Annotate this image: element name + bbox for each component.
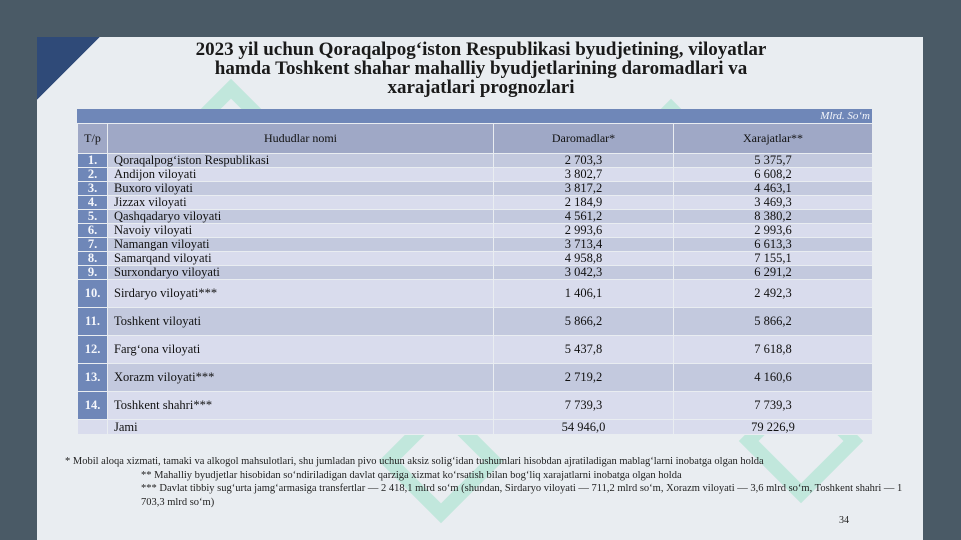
table-row (78, 252, 873, 266)
row-number: 14. (78, 392, 108, 420)
row-number: 2. (78, 168, 108, 182)
row-income: 3 817,2 (494, 182, 674, 196)
footnote-1: * Mobil aloqa xizmati, tamaki va alkogol mahsulotlari, shu jumladan pivo uchun aksiz solig‘idan tushumlari hisobdan ajratiladigan mablag‘larni inobatga olgan holda (65, 456, 764, 467)
row-region-name: Toshkent viloyati (108, 308, 494, 336)
page-title (77, 40, 885, 97)
table-row (78, 364, 873, 392)
row-number: 8. (78, 252, 108, 266)
footnote-2: ** Mahalliy byudjetlar hisobidan so‘ndiriladigan davlat qarziga xizmat ko‘rsatish bilan bog‘liq xarajatlarni inobatga olgan holda (141, 469, 682, 481)
row-income: 1 406,1 (494, 280, 674, 308)
row-income: 4 958,8 (494, 252, 674, 266)
row-region-name: Qoraqalpog‘iston Respublikasi (108, 154, 494, 168)
units-label: Mlrd. So‘m (820, 110, 870, 122)
footnotes (65, 455, 915, 509)
row-expense: 4 463,1 (674, 182, 873, 196)
header-expense: Xarajatlar** (674, 124, 873, 154)
table-header-row (78, 124, 873, 154)
row-expense: 4 160,6 (674, 364, 873, 392)
total-expense: 79 226,9 (674, 420, 873, 435)
budget-table (77, 123, 873, 435)
row-income: 3 713,4 (494, 238, 674, 252)
header-region: Hududlar nomi (108, 124, 494, 154)
row-income: 2 184,9 (494, 196, 674, 210)
row-region-name: Jizzax viloyati (108, 196, 494, 210)
row-region-name: Surxondaryo viloyati (108, 266, 494, 280)
row-region-name: Buxoro viloyati (108, 182, 494, 196)
table-row (78, 238, 873, 252)
table-row (78, 154, 873, 168)
row-income: 5 437,8 (494, 336, 674, 364)
row-income: 3 802,7 (494, 168, 674, 182)
row-region-name: Sirdaryo viloyati*** (108, 280, 494, 308)
title-line-3: xarajatlari prognozlari (387, 77, 575, 98)
row-expense: 6 291,2 (674, 266, 873, 280)
row-region-name: Toshkent shahri*** (108, 392, 494, 420)
row-income: 2 719,2 (494, 364, 674, 392)
row-region-name: Xorazm viloyati*** (108, 364, 494, 392)
row-region-name: Samarqand viloyati (108, 252, 494, 266)
table-row (78, 210, 873, 224)
header-income: Daromadlar* (494, 124, 674, 154)
table-row (78, 336, 873, 364)
row-income: 7 739,3 (494, 392, 674, 420)
row-region-name: Andijon viloyati (108, 168, 494, 182)
table-row (78, 224, 873, 238)
row-expense: 7 618,8 (674, 336, 873, 364)
row-number: 6. (78, 224, 108, 238)
row-region-name: Qashqadaryo viloyati (108, 210, 494, 224)
row-income: 3 042,3 (494, 266, 674, 280)
row-number: 11. (78, 308, 108, 336)
row-number: 13. (78, 364, 108, 392)
table-row (78, 168, 873, 182)
units-bar (77, 109, 872, 123)
total-row (78, 420, 873, 435)
row-expense: 2 993,6 (674, 224, 873, 238)
row-region-name: Navoiy viloyati (108, 224, 494, 238)
row-number: 9. (78, 266, 108, 280)
row-expense: 7 739,3 (674, 392, 873, 420)
row-income: 2 703,3 (494, 154, 674, 168)
table-row (78, 266, 873, 280)
table-row (78, 392, 873, 420)
slide (37, 37, 923, 540)
table-row (78, 182, 873, 196)
row-region-name: Namangan viloyati (108, 238, 494, 252)
page-number: 34 (839, 515, 849, 526)
row-expense: 6 608,2 (674, 168, 873, 182)
row-expense: 3 469,3 (674, 196, 873, 210)
row-expense: 8 380,2 (674, 210, 873, 224)
total-income: 54 946,0 (494, 420, 674, 435)
row-expense: 5 866,2 (674, 308, 873, 336)
header-number: T/p (78, 124, 108, 154)
row-number: 7. (78, 238, 108, 252)
row-number: 12. (78, 336, 108, 364)
row-number: 10. (78, 280, 108, 308)
table-row (78, 308, 873, 336)
row-number: 3. (78, 182, 108, 196)
row-number: 5. (78, 210, 108, 224)
total-label: Jami (108, 420, 494, 435)
row-income: 2 993,6 (494, 224, 674, 238)
row-number: 1. (78, 154, 108, 168)
title-line-2: hamda Toshkent shahar mahalliy byudjetlarining daromadlari va (214, 58, 748, 79)
row-expense: 6 613,3 (674, 238, 873, 252)
row-expense: 7 155,1 (674, 252, 873, 266)
table-row (78, 196, 873, 210)
row-region-name: Farg‘ona viloyati (108, 336, 494, 364)
budget-table-container (77, 109, 872, 435)
title-line-1: 2023 yil uchun Qoraqalpog‘iston Respublikasi byudjetining, viloyatlar (195, 39, 767, 60)
row-number: 4. (78, 196, 108, 210)
row-expense: 5 375,7 (674, 154, 873, 168)
footnote-3: *** Davlat tibbiy sug‘urta jamg‘armasiga transfertlar — 2 418,1 mlrd so‘m (shundan, Sirdaryo viloyati — 711,2 mlrd so‘m, Xorazm viloyati — 3,6 mlrd so‘m, Toshkent shahri — 1 703,3 mlrd so‘m) (141, 483, 903, 508)
row-income: 5 866,2 (494, 308, 674, 336)
total-number (78, 420, 108, 435)
row-income: 4 561,2 (494, 210, 674, 224)
table-row (78, 280, 873, 308)
row-expense: 2 492,3 (674, 280, 873, 308)
